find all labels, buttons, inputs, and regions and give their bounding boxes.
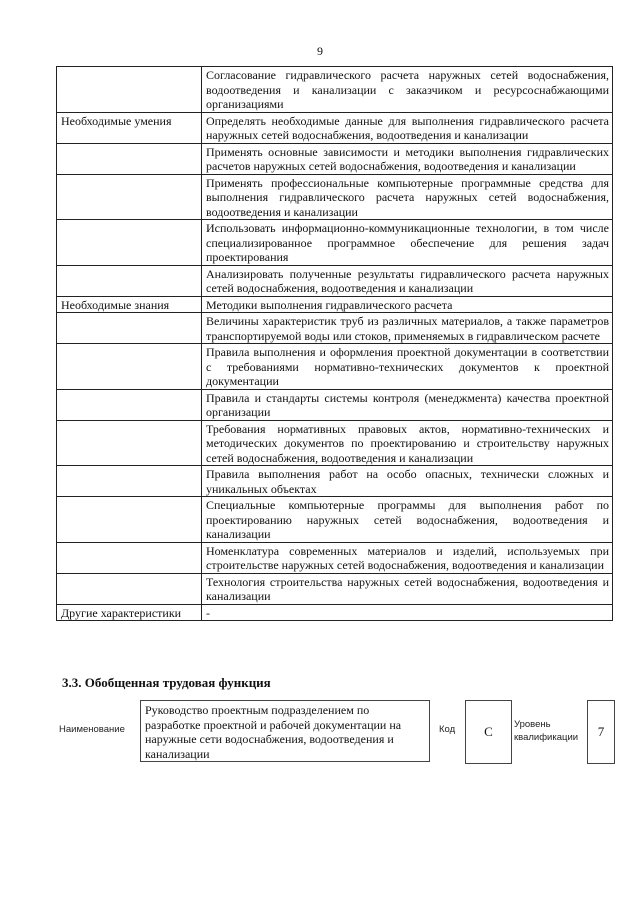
name-label: Наименование <box>59 724 125 735</box>
row-label <box>57 420 202 466</box>
table-row <box>57 67 613 113</box>
row-text: Методики выполнения гидравлического расчета <box>202 296 613 313</box>
table-row <box>57 604 613 621</box>
page-number: 9 <box>317 44 323 58</box>
row-text: Согласование гидравлического расчета наружных сетей водоснабжения, водоотведения и канализации с заказчиком и ресурсоснабжающими организациями <box>202 67 613 113</box>
row-label <box>57 220 202 266</box>
table-row <box>57 265 613 296</box>
table-row <box>57 112 613 143</box>
table-row <box>57 466 613 497</box>
row-text: Специальные компьютерные программы для выполнения работ по проектированию наружных сетей водоснабжения, водоотведения и канализации <box>202 497 613 543</box>
section-title: 3.3. Обобщенная трудовая функция <box>62 675 271 690</box>
row-label-knowledge: Необходимые знания <box>57 296 202 313</box>
table-row <box>57 296 613 313</box>
row-text: Анализировать полученные результаты гидравлического расчета наружных сетей водоснабжения, водоотведения и канализации <box>202 265 613 296</box>
row-text: Номенклатура современных материалов и изделий, используемых при строительстве наружных сетей водоснабжения, водоотведения и канализации <box>202 542 613 573</box>
row-label <box>57 344 202 390</box>
table-row <box>57 573 613 604</box>
table-row <box>57 389 613 420</box>
row-label-skills: Необходимые умения <box>57 112 202 143</box>
level-label <box>514 718 578 744</box>
row-text: Определять необходимые данные для выполнения гидравлического расчета наружных сетей водоснабжения, водоотведения и канализации <box>202 112 613 143</box>
row-text: Использовать информационно-коммуникационные технологии, в том числе специализированное программное обеспечение для решения задач проектирования <box>202 220 613 266</box>
table-row <box>57 344 613 390</box>
row-text: Применять основные зависимости и методики выполнения гидравлических расчетов наружных сетей водоснабжения, водоотведения и канализации <box>202 143 613 174</box>
row-text: Величины характеристик труб из различных материалов, а также параметров транспортируемой воды или стоков, применяемых в гидравлическом расчете <box>202 313 613 344</box>
row-text: Правила выполнения и оформления проектной документации в соответствии с требованиями нормативно-технических документов к проектной документации <box>202 344 613 390</box>
table-row <box>57 497 613 543</box>
row-label <box>57 67 202 113</box>
code-value-box: C <box>465 700 512 764</box>
code-label: Код <box>439 724 456 735</box>
table-row <box>57 174 613 220</box>
row-label <box>57 497 202 543</box>
level-label-line-2: квалификации <box>514 732 579 743</box>
row-text: Технология строительства наружных сетей водоснабжения, водоотведения и канализации <box>202 573 613 604</box>
table-row <box>57 313 613 344</box>
table-row <box>57 220 613 266</box>
row-label <box>57 313 202 344</box>
row-label-other: Другие характеристики <box>57 604 202 621</box>
table-row <box>57 542 613 573</box>
row-text: Правила выполнения работ на особо опасных, технически сложных и уникальных объектах <box>202 466 613 497</box>
row-label <box>57 466 202 497</box>
generalized-function-row <box>56 696 616 766</box>
row-text: Применять профессиональные компьютерные программные средства для выполнения гидравлического расчета наружных сетей водоснабжения, водоотведения и канализации <box>202 174 613 220</box>
row-label <box>57 265 202 296</box>
row-text: - <box>202 604 613 621</box>
row-text: Требования нормативных правовых актов, нормативно-технических и методических документов по проектированию и строительству наружных сетей водоснабжения, водоотведения и канализации <box>202 420 613 466</box>
row-label <box>57 389 202 420</box>
function-name-box: Руководство проектным подразделением по разработке проектной и рабочей документации на наружные сети водоснабжения, водоотведения и канализации <box>140 700 430 762</box>
level-label-line-1: Уровень <box>514 719 551 730</box>
row-text: Правила и стандарты системы контроля (менеджмента) качества проектной организации <box>202 389 613 420</box>
level-value-box: 7 <box>587 700 615 764</box>
competency-table <box>56 66 613 621</box>
row-label <box>57 573 202 604</box>
row-label <box>57 174 202 220</box>
row-label <box>57 143 202 174</box>
table-row <box>57 420 613 466</box>
table-row <box>57 143 613 174</box>
row-label <box>57 542 202 573</box>
